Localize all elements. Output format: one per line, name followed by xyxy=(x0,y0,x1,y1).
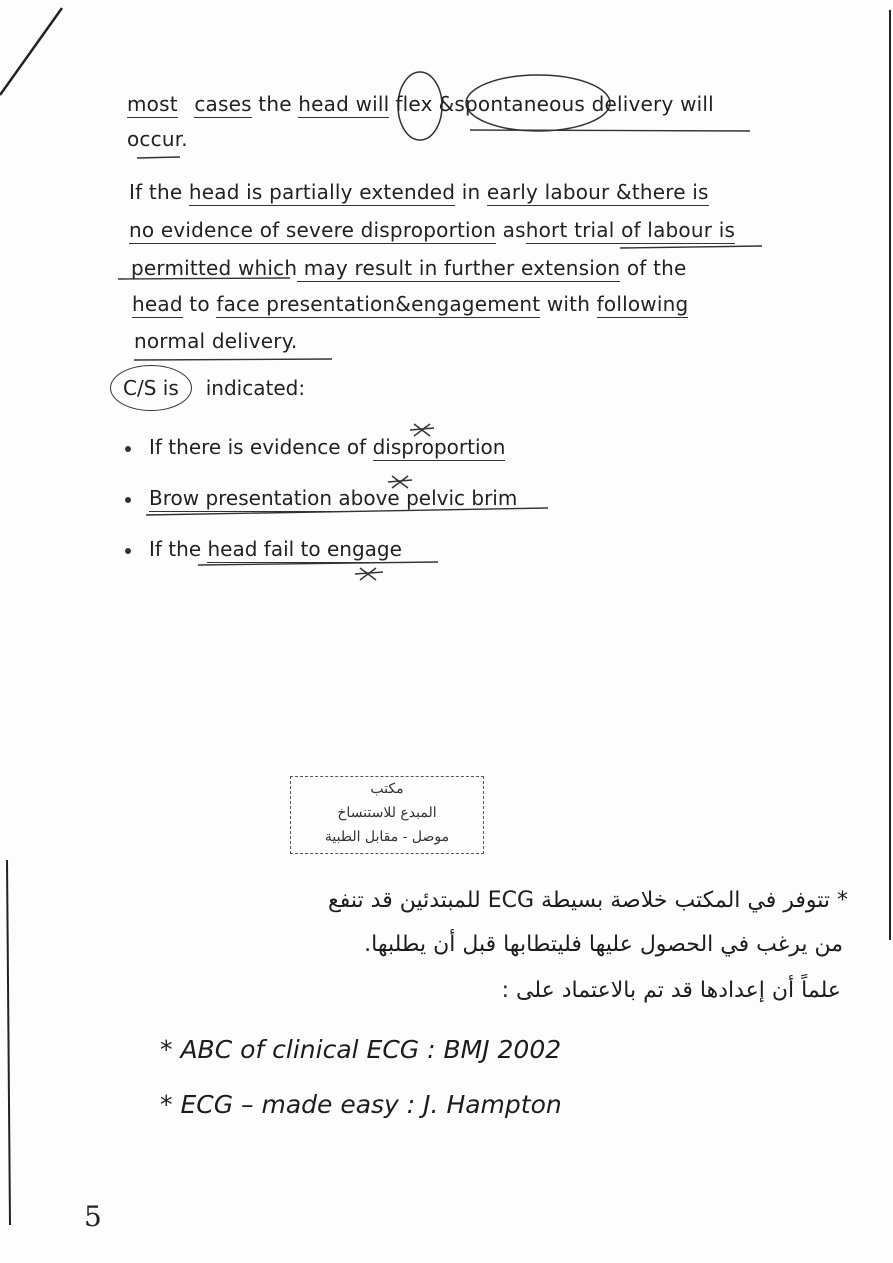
heading-text: indicated: xyxy=(205,376,306,400)
bullet-icon xyxy=(125,548,131,554)
handwritten-note-line: علماً أن إعدادها قد تم بالاعتماد على : xyxy=(501,978,841,1003)
handwritten-note-line: * تتوفر في المكتب خلاصة بسيطة ECG للمبتدئين قد تنفع xyxy=(328,888,848,913)
pen-underline xyxy=(137,157,180,158)
bullet-icon xyxy=(125,497,131,503)
pen-underline xyxy=(134,359,332,360)
text-span: in xyxy=(455,180,487,204)
text-span: face presentation&engagement xyxy=(216,292,541,316)
text-span: early labour &there is xyxy=(486,180,709,204)
bullet-icon xyxy=(125,446,131,452)
text-span: If the xyxy=(149,537,208,561)
left-binding-line xyxy=(7,860,10,1225)
paragraph-line xyxy=(132,292,688,316)
stamp-line: موصل - مقابل الطبية xyxy=(324,829,450,845)
list-item xyxy=(125,435,505,459)
text-span: Brow presentation xyxy=(149,486,333,510)
text-span: head is partially extended xyxy=(188,180,456,204)
text-span: permitted which xyxy=(131,256,298,280)
list-item xyxy=(125,537,402,561)
text-span: no evidence of severe disproportion xyxy=(129,218,497,242)
text-span: & xyxy=(438,92,455,116)
text-span: of the xyxy=(620,256,687,280)
text-span: above pelvic brim xyxy=(332,486,518,510)
stamp-line: مكتب xyxy=(370,781,404,797)
text-span: If there is evidence of xyxy=(149,435,373,459)
paragraph-line: occur. xyxy=(127,127,188,151)
text-span: may result in xyxy=(297,256,445,280)
indication-heading xyxy=(110,365,305,411)
text-span: disproportion xyxy=(372,435,506,459)
text-span: as xyxy=(496,218,526,242)
library-stamp xyxy=(290,776,484,854)
text-span: head will xyxy=(298,92,390,116)
text-span: to xyxy=(182,292,217,316)
text-span: the xyxy=(251,92,299,116)
text-span: following xyxy=(596,292,689,316)
handwritten-reference: * ECG – made easy : J. Hampton xyxy=(160,1090,562,1119)
pen-underline xyxy=(620,246,762,248)
text-span: spontaneous delivery will xyxy=(454,92,714,116)
list-item xyxy=(125,486,517,510)
text-span: further extension xyxy=(444,256,621,280)
text-span: hort trial of labour is xyxy=(525,218,736,242)
pen-underline xyxy=(470,130,750,131)
paragraph-line xyxy=(129,180,709,204)
corner-stroke xyxy=(0,8,62,95)
paragraph-line: normal delivery. xyxy=(134,329,298,353)
paragraph-line xyxy=(129,218,735,242)
text-span: head fail to engage xyxy=(207,537,402,561)
text-span: cases xyxy=(194,92,252,116)
asterisk-mark xyxy=(355,568,383,580)
page-number: 5 xyxy=(84,1200,102,1233)
handwritten-reference: * ABC of clinical ECG : BMJ 2002 xyxy=(160,1035,562,1064)
circled-text: C/S is xyxy=(110,365,192,411)
text-span: with xyxy=(540,292,597,316)
text-span: head xyxy=(132,292,183,316)
paragraph-line xyxy=(131,256,687,280)
text-span: If the xyxy=(129,180,189,204)
paragraph-line xyxy=(127,92,714,116)
text-span: most xyxy=(127,92,178,116)
handwritten-note-line: من يرغب في الحصول عليها فليتطابها قبل أن يطلبها. xyxy=(364,932,843,957)
stamp-line: المبدع للاستنساخ xyxy=(337,805,437,821)
text-span: flex xyxy=(395,92,433,116)
